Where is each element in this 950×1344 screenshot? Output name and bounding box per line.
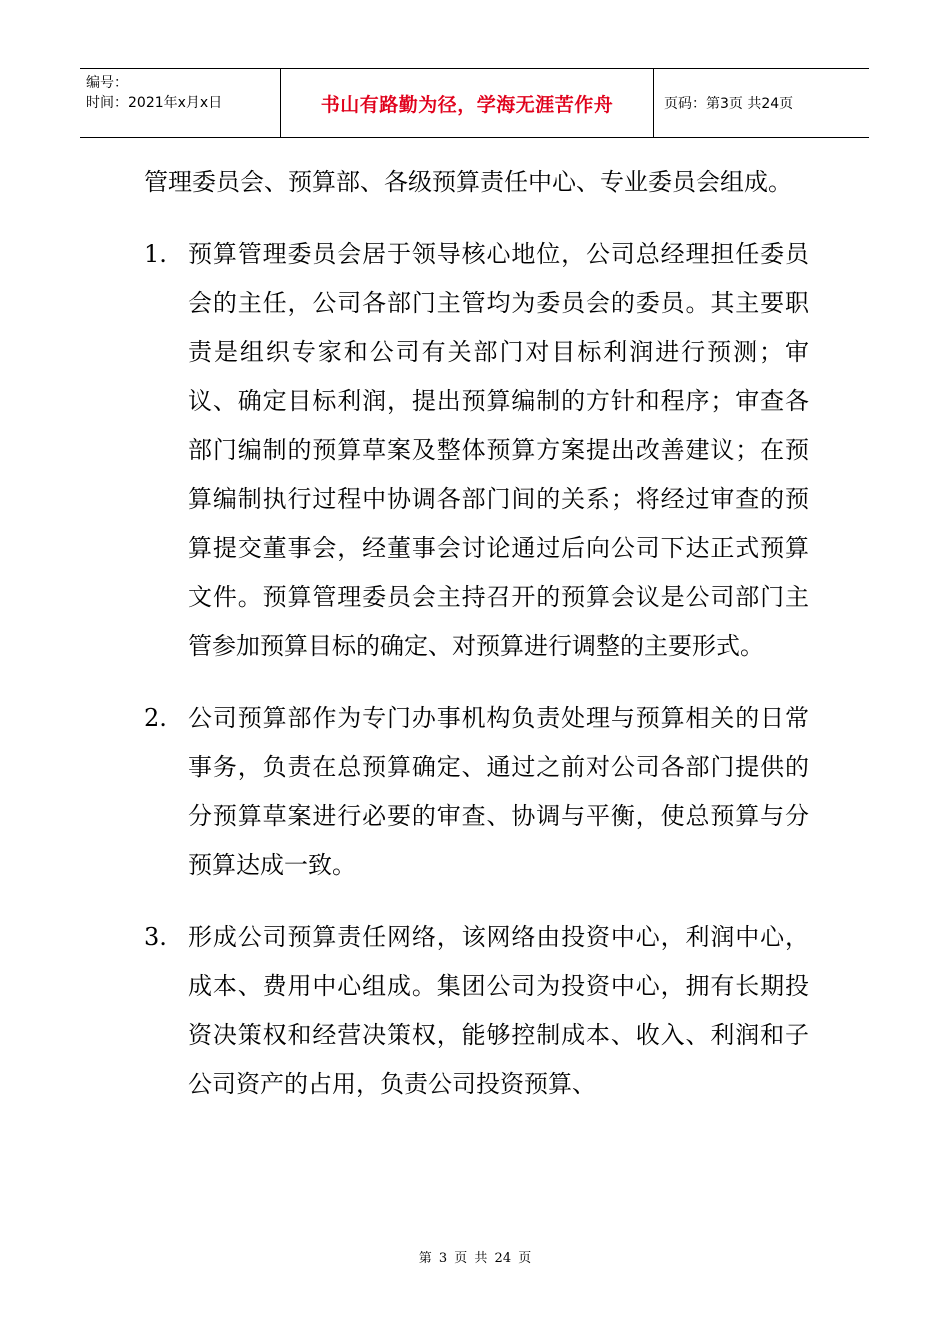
list-item-number: 3.	[144, 923, 167, 951]
header-page-info-cell	[654, 69, 869, 137]
list-item-text: 公司预算部作为专门办事机构负责处理与预算相关的日常事务，负责在总预算确定、通过之前对公司各部门提供的分预算草案进行必要的审查、协调与平衡，使总预算与分预算达成一致。	[188, 704, 809, 879]
document-body	[144, 158, 809, 1132]
list-item-number: 2.	[144, 704, 167, 732]
header-page-info: 页码：第3页 共24页	[664, 96, 794, 112]
list-item	[144, 230, 809, 671]
list-item	[144, 913, 809, 1109]
page-header	[80, 68, 869, 138]
header-meta	[80, 69, 281, 137]
document-number-label: 编号：	[86, 75, 128, 91]
list-item-text: 预算管理委员会居于领导核心地位，公司总经理担任委员会的主任，公司各部门主管均为委员会的委员。其主要职责是组织专家和公司有关部门对目标利润进行预测；审议、确定目标利润，提出预算编制的方针和程序；审查各部门编制的预算草案及整体预算方案提出改善建议；在预算编制执行过程中协调各部门间的关系；将经过审查的预算提交董事会，经董事会讨论通过后向公司下达正式预算文件。预算管理委员会主持召开的预算会议是公司部门主管参加预算目标的确定、对预算进行调整的主要形式。	[188, 240, 809, 660]
page-footer	[0, 1247, 950, 1266]
list-item-text: 形成公司预算责任网络，该网络由投资中心，利润中心，成本、费用中心组成。集团公司为投资中心，拥有长期投资决策权和经营决策权，能够控制成本、收入、利润和子公司资产的占用，负责公司投资预算、	[188, 923, 809, 1098]
list-item	[144, 694, 809, 890]
document-date: 时间：2021年x月x日	[86, 95, 223, 111]
footer-page-number: 第 3 页 共 24 页	[418, 1251, 532, 1266]
header-motto-cell	[281, 69, 654, 137]
list-item-number: 1.	[144, 240, 167, 268]
header-motto: 书山有路勤为径，学海无涯苦作舟	[320, 93, 614, 116]
intro-paragraph: 管理委员会、预算部、各级预算责任中心、专业委员会组成。	[144, 168, 792, 196]
